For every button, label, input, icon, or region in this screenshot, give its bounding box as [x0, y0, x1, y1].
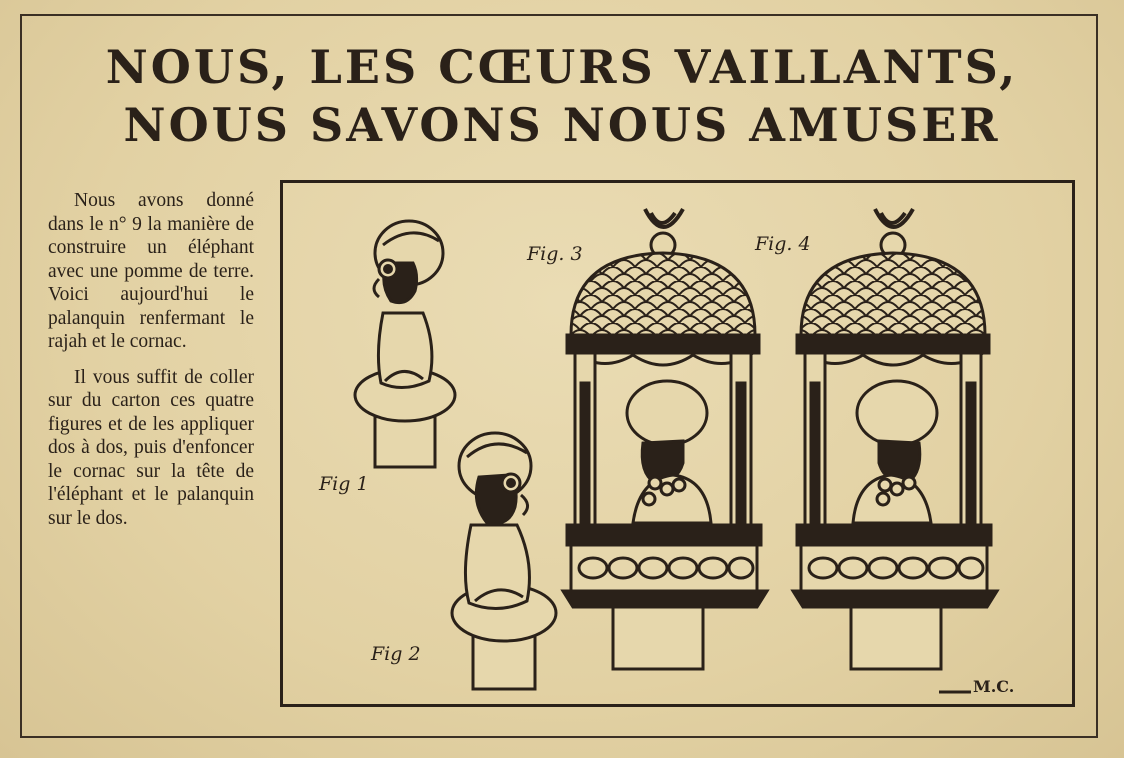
fig3-label: Fig. 3 [527, 243, 583, 265]
article-paragraph-2: Il vous suffit de coller sur du carton ces quatre figures et de les appliquer dos à dos, puis d'enfoncer le cornac sur la tête de l'éléphant et le palanquin sur le dos. [48, 366, 254, 529]
fig3-palanquin [563, 209, 767, 669]
page-title [20, 38, 1104, 154]
fig4-label: Fig. 4 [755, 233, 811, 255]
illustration-drawing [283, 183, 1072, 704]
fig2-figure [452, 433, 556, 689]
fig2-label: Fig 2 [371, 643, 421, 665]
article-text [48, 189, 254, 530]
article-paragraph-1: Nous avons donné dans le n° 9 la manière de construire un éléphant avec une pomme de terre. Voici aujourd'hui le palanquin renfermant le rajah et le cornac. [48, 190, 254, 352]
title-line-1: NOUS, LES CŒURS VAILLANTS, [105, 40, 1019, 94]
fig4-palanquin [793, 209, 997, 669]
fig1-figure [355, 221, 455, 467]
fig1-label: Fig 1 [319, 473, 369, 495]
signature: M.C. [973, 677, 1015, 696]
title-line-2: NOUS SAVONS NOUS AMUSER [123, 98, 1001, 152]
illustration-panel [280, 180, 1075, 707]
